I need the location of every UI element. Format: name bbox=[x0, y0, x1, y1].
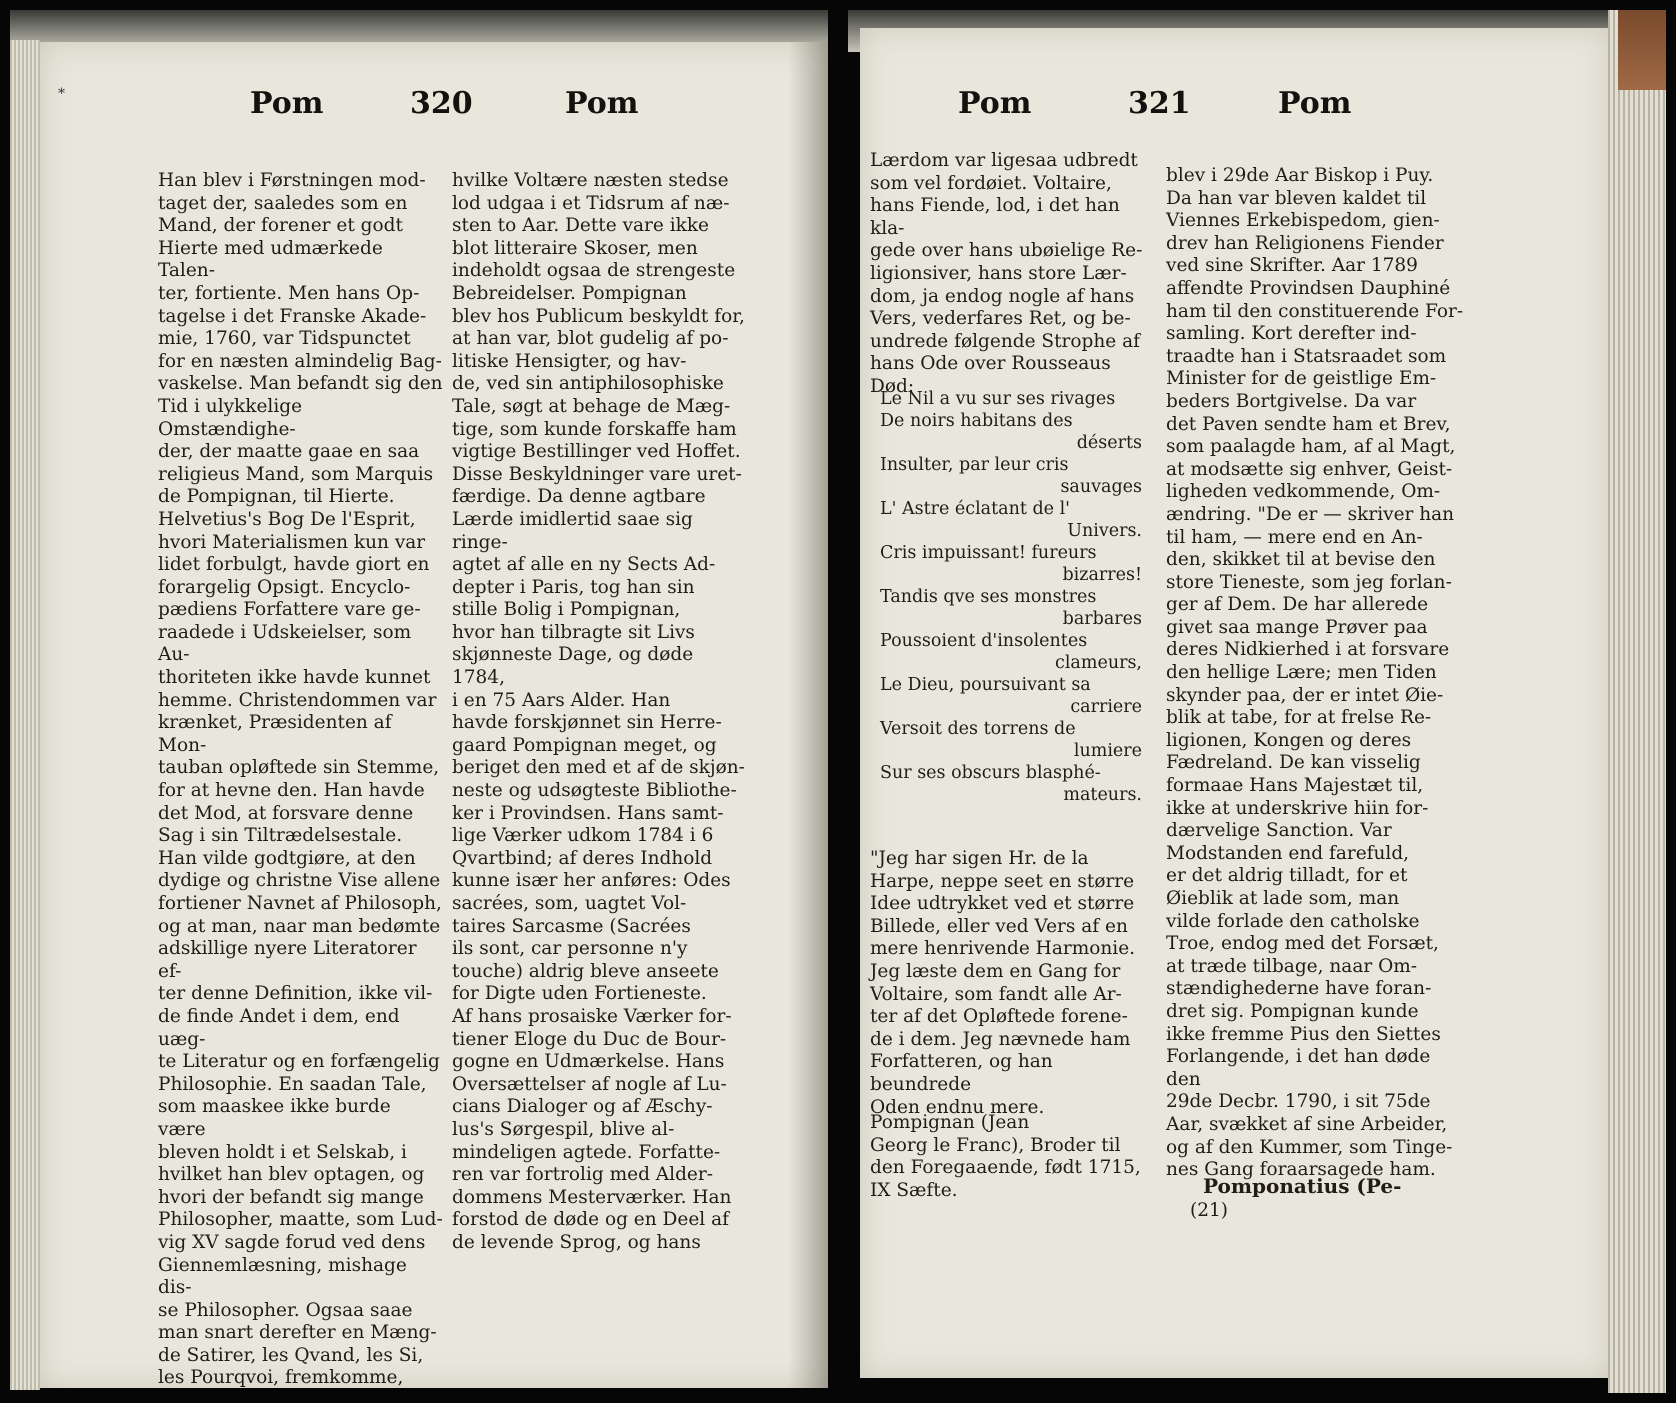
text-line: Da han var bleven kaldet til bbox=[1166, 187, 1427, 209]
left-page-column-1 bbox=[158, 170, 443, 1390]
text-line: Død: bbox=[870, 375, 915, 397]
text-line: ved sine Skrifter. Aar 1789 bbox=[1166, 255, 1418, 277]
text-line: store Tieneste, som jeg forlan- bbox=[1166, 571, 1452, 593]
text-line: Hierte med udmærkede Talen- bbox=[158, 237, 383, 282]
text-line: Bebreidelser. Pompignan bbox=[452, 282, 687, 304]
text-line: ham til den constituerende For- bbox=[1166, 300, 1464, 322]
text-line: religieus Mand, som Marquis bbox=[158, 463, 434, 485]
text-line: Disse Beskyldninger vare uret- bbox=[452, 463, 742, 485]
text-line: skjønneste Dage, og døde 1784, bbox=[452, 644, 694, 689]
text-line: vigtige Bestillinger ved Hoffet. bbox=[452, 441, 741, 463]
text-line: dærvelige Sanction. Var bbox=[1166, 820, 1392, 842]
text-line: Giennemlæsning, mishage dis- bbox=[158, 1254, 407, 1299]
text-line: dret sig. Pompignan kunde bbox=[1166, 1000, 1419, 1022]
text-line: ikke at underskrive hiin for- bbox=[1166, 797, 1429, 819]
text-line: lidet forbulgt, havde giort en bbox=[158, 554, 430, 576]
text-line: pædiens Forfattere vare ge- bbox=[158, 599, 421, 621]
text-line: "Jeg har sigen Hr. de la bbox=[870, 848, 1089, 869]
running-head-right: Pom bbox=[565, 86, 639, 121]
text-line: blev hos Publicum beskyldt for, bbox=[452, 305, 745, 327]
text-line: det Mod, at forsvare denne bbox=[158, 802, 414, 824]
text-line: beriget den med et af de skjøn- bbox=[452, 757, 745, 779]
text-line: mindeligen agtede. Forfatte- bbox=[452, 1141, 721, 1163]
text-line: mie, 1760, var Tidspunctet bbox=[158, 328, 411, 350]
gutter-shadow bbox=[788, 42, 828, 1388]
poem-line-text: Tandis qve ses monstres bbox=[880, 587, 1097, 607]
poem-line-continuation: sauvages bbox=[1060, 477, 1142, 497]
text-line: hvilket han blev optagen, og bbox=[158, 1164, 425, 1186]
text-line: Mand, der forener et godt bbox=[158, 215, 403, 237]
text-line: gede over hans ubøielige Re- bbox=[870, 240, 1143, 262]
text-line: Oversættelser af nogle af Lu- bbox=[452, 1073, 727, 1095]
text-line: til ham, — mere end en An- bbox=[1166, 526, 1423, 548]
text-line: Qvartbind; af deres Indhold bbox=[452, 847, 713, 869]
poem-line-text: Le Nil a vu sur ses rivages bbox=[880, 389, 1116, 409]
text-line: taires Sarcasme (Sacrées bbox=[452, 915, 691, 937]
poem-line bbox=[880, 542, 1142, 586]
text-line: Vers, vederfares Ret, og be- bbox=[870, 308, 1131, 330]
poem-line bbox=[880, 586, 1142, 630]
text-line: raadede i Udskeielser, som Au- bbox=[158, 621, 412, 666]
text-line: taget der, saaledes som en bbox=[158, 192, 408, 214]
text-line: man snart derefter en Mæng- bbox=[158, 1322, 437, 1344]
text-line: Fædreland. De kan visselig bbox=[1166, 752, 1421, 774]
page-number: 321 bbox=[1128, 86, 1191, 121]
text-line: thoriteten ikke havde kunnet bbox=[158, 667, 431, 689]
text-line: Han blev i Førstningen mod- bbox=[158, 170, 426, 191]
text-line: vilde forlade den catholske bbox=[1166, 910, 1420, 932]
text-line: indeholdt ogsaa de strengeste bbox=[452, 260, 736, 282]
text-line: lus's Sørgespil, blive al- bbox=[452, 1118, 675, 1140]
text-line: ligheden vedkommende, Om- bbox=[1166, 481, 1441, 503]
poem-line-continuation: mateurs. bbox=[1063, 785, 1142, 805]
text-line: deres Nidkierhed i at forsvare bbox=[1166, 639, 1450, 661]
poem-line-continuation: lumiere bbox=[1073, 741, 1142, 761]
poem-line-text: Cris impuissant! fureurs bbox=[880, 543, 1097, 563]
text-line: tagelse i det Franske Akade- bbox=[158, 305, 427, 327]
text-line: de i dem. Jeg nævnede ham bbox=[870, 1028, 1131, 1050]
poem-line bbox=[880, 388, 1142, 410]
next-entry-pomponatius: Pomponatius (Pe- bbox=[1203, 1174, 1402, 1198]
text-line: Af hans prosaiske Værker for- bbox=[452, 1005, 732, 1027]
poem-line-text: Le Dieu, poursuivant sa bbox=[880, 675, 1091, 695]
page-edges-right bbox=[1608, 10, 1666, 1393]
text-line: beders Bortgivelse. Da var bbox=[1166, 390, 1417, 412]
text-line: hans Ode over Rousseaus bbox=[870, 353, 1111, 375]
text-line: ren var fortrolig med Alder- bbox=[452, 1164, 713, 1186]
text-line: traadte han i Statsraadet som bbox=[1166, 345, 1447, 367]
text-line: fortiener Navnet af Philosoph, bbox=[158, 893, 442, 914]
poem-line-text: Poussoient d'insolentes bbox=[880, 631, 1088, 651]
text-line: givet saa mange Prøver paa bbox=[1166, 616, 1428, 638]
page-number: 320 bbox=[410, 86, 473, 121]
text-line: Tid i ulykkelige Omstændighe- bbox=[158, 395, 303, 440]
poem-line-continuation: déserts bbox=[1076, 433, 1142, 453]
text-line: dommens Mesterværker. Han bbox=[452, 1186, 732, 1208]
text-line: neste og udsøgteste Bibliothe- bbox=[452, 780, 737, 802]
text-line: sacrées, som, uagtet Vol- bbox=[452, 893, 687, 914]
text-line: og at man, naar man bedømte bbox=[158, 915, 441, 937]
text-line: ger af Dem. De har allerede bbox=[1166, 594, 1429, 616]
text-line: Han vilde godtgiøre, at den bbox=[158, 847, 416, 869]
text-line: de Pompignan, til Hierte. bbox=[158, 486, 395, 508]
text-line: sten to Aar. Dette vare ikke bbox=[452, 215, 710, 237]
text-line: er det aldrig tilladt, for et bbox=[1166, 865, 1408, 887]
text-line: Idee udtrykket ved et større bbox=[870, 893, 1135, 915]
text-line: Forfatteren, og han beundrede bbox=[870, 1051, 1053, 1095]
text-line: drev han Religionens Fiender bbox=[1166, 232, 1444, 254]
text-line: Viennes Erkebispedom, gien- bbox=[1166, 210, 1440, 232]
text-line: Øieblik at lade som, man bbox=[1166, 888, 1400, 909]
text-line: som maaskee ikke burde være bbox=[158, 1096, 391, 1140]
text-line: ker i Provindsen. Hans samt- bbox=[452, 802, 724, 824]
poem-line-continuation: bizarres! bbox=[1062, 565, 1142, 585]
text-line: de, ved sin antiphilosophiske bbox=[452, 373, 724, 395]
poem-line-text: Sur ses obscurs blasphé- bbox=[880, 763, 1101, 783]
text-line: hvilke Voltære næsten stedse bbox=[452, 170, 729, 191]
text-line: ter, fortiente. Men hans Op- bbox=[158, 282, 420, 304]
text-line: 29de Decbr. 1790, i sit 75de bbox=[1166, 1091, 1431, 1113]
text-line: adskillige nyere Literatorer ef- bbox=[158, 938, 417, 982]
text-line: de Satirer, les Qvand, les Si, bbox=[158, 1344, 424, 1366]
text-line: Billede, eller ved Vers af en bbox=[870, 915, 1128, 937]
poem-line-text: De noirs habitans des bbox=[880, 411, 1073, 431]
poem-line-text: Insulter, par leur cris bbox=[880, 455, 1069, 475]
text-line: blik at tabe, for at frelse Re- bbox=[1166, 707, 1432, 729]
text-line: Oden endnu mere. bbox=[870, 1096, 1045, 1118]
poem-line bbox=[880, 762, 1142, 806]
text-line: Harpe, neppe seet en større bbox=[870, 870, 1135, 892]
text-line: litiske Hensigter, og hav- bbox=[452, 350, 687, 372]
text-line: ter denne Definition, ikke vil- bbox=[158, 983, 433, 1005]
text-line: og af den Kummer, som Tinge- bbox=[1166, 1136, 1453, 1158]
text-line: Aar, svækket af sine Arbeider, bbox=[1166, 1113, 1448, 1135]
text-line: nes Gang foraarsagede ham. bbox=[1166, 1159, 1436, 1181]
text-line: ligionsiver, hans store Lær- bbox=[870, 262, 1127, 284]
text-line: krænket, Præsidenten af Mon- bbox=[158, 712, 392, 756]
text-line: Sag i sin Tiltrædelsestale. bbox=[158, 825, 403, 847]
text-line: tiener Eloge du Duc de Bour- bbox=[452, 1028, 727, 1050]
poem-line bbox=[880, 630, 1142, 674]
text-line: bleven holdt i et Selskab, i bbox=[158, 1141, 407, 1163]
right-page-column-1-intro bbox=[870, 150, 1155, 399]
text-line: lod udgaa i et Tidsrum af næ- bbox=[452, 192, 730, 214]
text-line: den hellige Lære; men Tiden bbox=[1166, 662, 1437, 684]
poem-line-text: Versoit des torrens de bbox=[880, 719, 1076, 739]
text-line: Minister for de geistlige Em- bbox=[1166, 368, 1437, 390]
text-line: at træde tilbage, naar Om- bbox=[1166, 955, 1418, 977]
text-line: undrede følgende Strophe af bbox=[870, 330, 1140, 352]
text-line: for Digte uden Fortieneste. bbox=[452, 983, 707, 1005]
poem-line-continuation: Univers. bbox=[1067, 521, 1142, 541]
text-line: tige, som kunde forskaffe ham bbox=[452, 418, 737, 440]
poem-line-continuation: barbares bbox=[1062, 609, 1142, 629]
text-line: Georg le Franc), Broder til bbox=[870, 1134, 1121, 1156]
poem-line bbox=[880, 718, 1142, 762]
text-line: Voltaire, som fandt alle Ar- bbox=[870, 983, 1122, 1005]
text-line: Helvetius's Bog De l'Esprit, bbox=[158, 508, 416, 530]
text-line: samling. Kort derefter ind- bbox=[1166, 323, 1417, 345]
text-line: dydige og christne Vise allene bbox=[158, 870, 441, 892]
text-line: se Philosopher. Ogsaa saae bbox=[158, 1299, 413, 1321]
text-line: som vel fordøiet. Voltaire, bbox=[870, 172, 1112, 194]
text-line: cians Dialoger og af Æschy- bbox=[452, 1096, 713, 1118]
text-line: stille Bolig i Pompignan, bbox=[452, 599, 681, 621]
text-line: Philosopher, maatte, som Lud- bbox=[158, 1209, 443, 1231]
poem-line-continuation: carriere bbox=[1070, 697, 1142, 717]
text-line: lige Værker udkom 1784 i 6 bbox=[452, 825, 714, 847]
text-line: som paalagde ham, af al Magt, bbox=[1166, 436, 1456, 458]
text-line: Philosophie. En saadan Tale, bbox=[158, 1073, 427, 1095]
text-line: at han var, blot gudelig af po- bbox=[452, 328, 729, 350]
text-line: hvori Materialismen kun var bbox=[158, 531, 426, 553]
text-line: vaskelse. Man befandt sig den bbox=[158, 373, 443, 395]
text-line: dom, ja endog nogle af hans bbox=[870, 285, 1135, 307]
margin-mark: * bbox=[58, 86, 65, 102]
text-line: ter af det Opløftede forene- bbox=[870, 1006, 1128, 1028]
text-line: forstod de døde og en Deel af bbox=[452, 1209, 729, 1231]
text-line: hemme. Christendommen var bbox=[158, 689, 437, 711]
poem-line-continuation: clameurs, bbox=[1055, 653, 1142, 673]
text-line: for at hevne den. Han havde bbox=[158, 780, 425, 802]
right-page-column-2 bbox=[1166, 165, 1464, 1182]
text-line: Lærde imidlertid saae sig ringe- bbox=[452, 508, 693, 553]
text-line: den Foregaaende, født 1715, bbox=[870, 1157, 1141, 1179]
entry-pompignan-jean-georg bbox=[870, 1112, 1155, 1202]
text-line: stændighederne have foran- bbox=[1166, 978, 1432, 1000]
text-line: ændring. "De er — skriver han bbox=[1166, 503, 1455, 525]
text-line: affendte Provindsen Dauphiné bbox=[1166, 277, 1451, 299]
left-page-column-2 bbox=[452, 170, 747, 1255]
text-line: Modstanden end farefuld, bbox=[1166, 842, 1410, 864]
poem-line bbox=[880, 498, 1142, 542]
text-line: der, der maatte gaae en saa bbox=[158, 441, 420, 463]
text-line: tauban opløftede sin Stemme, bbox=[158, 757, 440, 779]
text-line: de levende Sprog, og hans bbox=[452, 1231, 701, 1253]
running-head-left: Pom bbox=[250, 86, 324, 121]
text-line: Troe, endog med det Forsæt, bbox=[1166, 933, 1439, 955]
text-line: depter i Paris, tog han sin bbox=[452, 576, 695, 598]
signature-mark: (21) bbox=[1190, 1200, 1228, 1221]
text-line: formaae Hans Majestæt til, bbox=[1166, 775, 1424, 797]
text-line: Tale, søgt at behage de Mæg- bbox=[452, 395, 731, 417]
text-line: touche) aldrig bleve anseete bbox=[452, 960, 719, 982]
poem-line bbox=[880, 674, 1142, 718]
text-line: blot litteraire Skoser, men bbox=[452, 237, 698, 259]
text-line: den, skikket til at bevise den bbox=[1166, 549, 1436, 571]
left-page-scan bbox=[10, 10, 828, 1393]
text-line: Pompignan (Jean bbox=[870, 1112, 1030, 1133]
text-line: i en 75 Aars Alder. Han bbox=[452, 689, 671, 711]
running-head-right: Pom bbox=[1278, 86, 1352, 121]
text-line: vig XV sagde forud ved dens bbox=[158, 1231, 426, 1253]
text-line: mere henrivende Harmonie. bbox=[870, 938, 1136, 960]
right-page-scan bbox=[848, 10, 1666, 1393]
text-line: gaard Pompignan meget, og bbox=[452, 734, 717, 756]
text-line: Lærdom var ligesaa udbredt bbox=[870, 150, 1138, 171]
text-line: Forlangende, i det han døde den bbox=[1166, 1046, 1431, 1090]
poem-line bbox=[880, 410, 1142, 454]
text-line: blev i 29de Aar Biskop i Puy. bbox=[1166, 165, 1434, 186]
poem-line bbox=[880, 454, 1142, 498]
text-line: kunne især her anføres: Odes bbox=[452, 870, 731, 892]
text-line: hvor han tilbragte sit Livs bbox=[452, 621, 695, 643]
text-line: forargelig Opsigt. Encyclo- bbox=[158, 576, 411, 598]
text-line: agtet af alle en ny Sects Ad- bbox=[452, 554, 716, 576]
right-page-column-1-quote bbox=[870, 848, 1155, 1119]
text-line: skynder paa, der er intet Øie- bbox=[1166, 684, 1444, 706]
text-line: for en næsten almindelig Bag- bbox=[158, 350, 442, 372]
text-line: ligionen, Kongen og deres bbox=[1166, 729, 1412, 751]
text-line: IX Sæfte. bbox=[870, 1179, 958, 1201]
text-line: ikke fremme Pius den Siettes bbox=[1166, 1023, 1441, 1045]
text-line: havde forskjønnet sin Herre- bbox=[452, 712, 722, 734]
text-line: det Paven sendte ham et Brev, bbox=[1166, 413, 1451, 435]
text-line: de finde Andet i dem, end uæg- bbox=[158, 1005, 400, 1050]
text-line: Jeg læste dem en Gang for bbox=[870, 960, 1121, 982]
poem-ode bbox=[880, 388, 1142, 806]
text-line: ils sont, car personne n'y bbox=[452, 938, 688, 960]
text-line: te Literatur og en forfængelig bbox=[158, 1051, 440, 1073]
text-line: les Pourqvoi, fremkomme, bbox=[158, 1367, 404, 1389]
text-line: hvori der befandt sig mange bbox=[158, 1186, 424, 1208]
text-line: at modsætte sig enhver, Geist- bbox=[1166, 458, 1453, 480]
text-line: færdige. Da denne agtbare bbox=[452, 486, 706, 508]
poem-line-text: L' Astre éclatant de l' bbox=[880, 499, 1070, 519]
text-line: hans Fiende, lod, i det han kla- bbox=[870, 195, 1120, 239]
page-edges-left bbox=[10, 40, 40, 1390]
text-line: gogne en Udmærkelse. Hans bbox=[452, 1051, 725, 1073]
running-head-left: Pom bbox=[958, 86, 1032, 121]
